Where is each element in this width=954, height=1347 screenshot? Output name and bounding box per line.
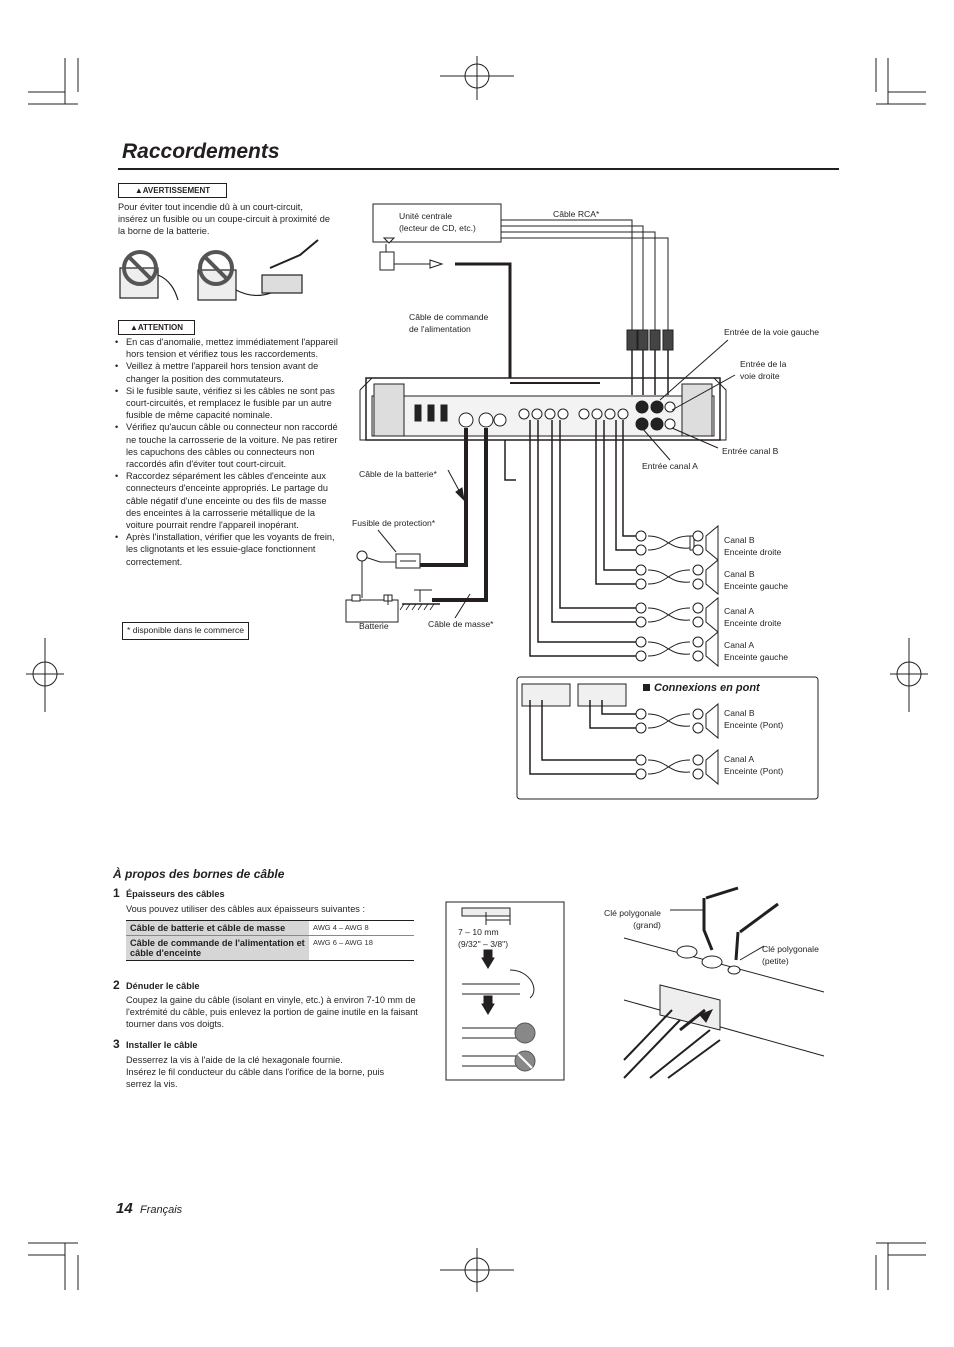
table-row — [126, 921, 414, 936]
caution-icon: ▲ — [129, 323, 138, 332]
step-text: Coupez la gaine du câble (isolant en vinyle, etc.) à environ 7-10 mm de l'extrémité du câble, puis enlevez la portion de gaine inutile en la faisant tourner dans vos doigts. — [126, 995, 418, 1030]
bridge-speaker-label: Canal A Enceinte (Pont) — [724, 754, 784, 776]
page-title: Raccordements — [122, 140, 280, 163]
step-text: Desserrez la vis à l'aide de la clé hexagonale fournie. Insérez le fil conducteur du câble dans l'orifice de la borne, puis serrez la vis. — [126, 1055, 385, 1090]
caution-item: • Raccordez séparément les câbles d'enceinte aux connecteurs d'enceinte appropriés. Le partage du câble négatif d'une enceinte ou des fils de masse des enceintes à la carrosserie métallique de la voiture pourrait rendre l'appareil inopérant. — [126, 470, 340, 531]
table-cell: AWG 6 – AWG 18 — [313, 938, 373, 947]
step-title: Dénuder le câble — [126, 981, 200, 991]
step-title: Épaisseurs des câbles — [126, 889, 225, 899]
step-number: 1 — [113, 886, 120, 900]
step-number: 3 — [113, 1037, 120, 1051]
step-number: 2 — [113, 978, 120, 992]
strip-length-label: 7 – 10 mm (9/32" – 3/8") — [458, 927, 509, 949]
title-rule — [118, 168, 839, 170]
rca-cable-label: Câble RCA* — [553, 209, 600, 219]
warning-label-box — [118, 183, 227, 198]
left-input-label: Entrée de la voie gauche — [724, 327, 820, 337]
hex-small-label: Clé polygonale (petite) — [762, 944, 819, 966]
power-control-label: Câble de commande de l'alimentation — [409, 312, 489, 334]
right-input-label: Entrée de la voie droite — [740, 359, 787, 381]
warning-text: Pour éviter tout incendie dû à un court-circuit, insérez un fusible ou un coupe-circuit à proximité de la borne de la batterie. — [118, 202, 330, 237]
caution-item: • Vérifiez qu'aucun câble ou connecteur non raccordé ne touche la carrosserie de la voiture. Ne pas retirer les capuchons des câbles ou connecteurs non raccordés afin d'éviter tout court-circuit. — [126, 421, 340, 470]
input-b-label: Entrée canal B — [722, 446, 779, 456]
speaker-label: Canal A Enceinte gauche — [724, 640, 789, 662]
input-a-label: Entrée canal A — [642, 461, 698, 471]
ground-cable-label: Câble de masse* — [428, 619, 494, 629]
hex-large-label: Clé polygonale (grand) — [604, 908, 661, 930]
table-cell: Câble de commande de l'alimentation et câble d'enceinte — [126, 936, 309, 961]
table-cell: AWG 4 – AWG 8 — [313, 923, 369, 932]
speaker-label: Canal B Enceinte gauche — [724, 569, 789, 591]
warning-label: AVERTISSEMENT — [142, 186, 211, 195]
footnote: * disponible dans le commerce — [122, 622, 249, 640]
battery-cable-label: Câble de la batterie* — [359, 469, 437, 479]
caution-label: ATTENTION — [137, 323, 184, 332]
caution-item: • Si le fusible saute, vérifiez si les câbles ne sont pas court-circuités, et remplacez le fusible par un autre fusible de même capacité nominale. — [126, 385, 340, 422]
bridge-title: Connexions en pont — [654, 682, 760, 694]
table-cell: Câble de batterie et câble de masse — [126, 921, 309, 936]
battery-label: Batterie — [359, 621, 389, 631]
cable-gauge-table — [126, 920, 414, 961]
caution-label-box — [118, 320, 195, 335]
head-unit-label: Unité centrale (lecteur de CD, etc.) — [399, 211, 476, 233]
caution-item: • Veillez à mettre l'appareil hors tension avant de changer la position des commutateurs. — [126, 360, 340, 384]
speaker-label: Canal A Enceinte droite — [724, 606, 782, 628]
fuse-label: Fusible de protection* — [352, 518, 436, 528]
step-text: Vous pouvez utiliser des câbles aux épaisseurs suivantes : — [126, 904, 366, 914]
bridge-speaker-label: Canal B Enceinte (Pont) — [724, 708, 784, 730]
warning-icon: ▲ — [134, 186, 143, 195]
caution-item: • Après l'installation, vérifier que les voyants de frein, les clignotants et les essuie-glace fonctionnent correctement. — [126, 531, 340, 568]
terminals-heading: À propos des bornes de câble — [113, 867, 285, 881]
table-row — [126, 936, 414, 961]
language-label: Français — [140, 1204, 183, 1216]
caution-item: • En cas d'anomalie, mettez immédiatement l'appareil hors tension et vérifiez tous les raccordements. — [126, 336, 340, 360]
page-number: 14 — [116, 1200, 133, 1217]
speaker-label: Canal B Enceinte droite — [724, 535, 782, 557]
caution-list — [114, 336, 340, 568]
step-title: Installer le câble — [126, 1040, 198, 1050]
